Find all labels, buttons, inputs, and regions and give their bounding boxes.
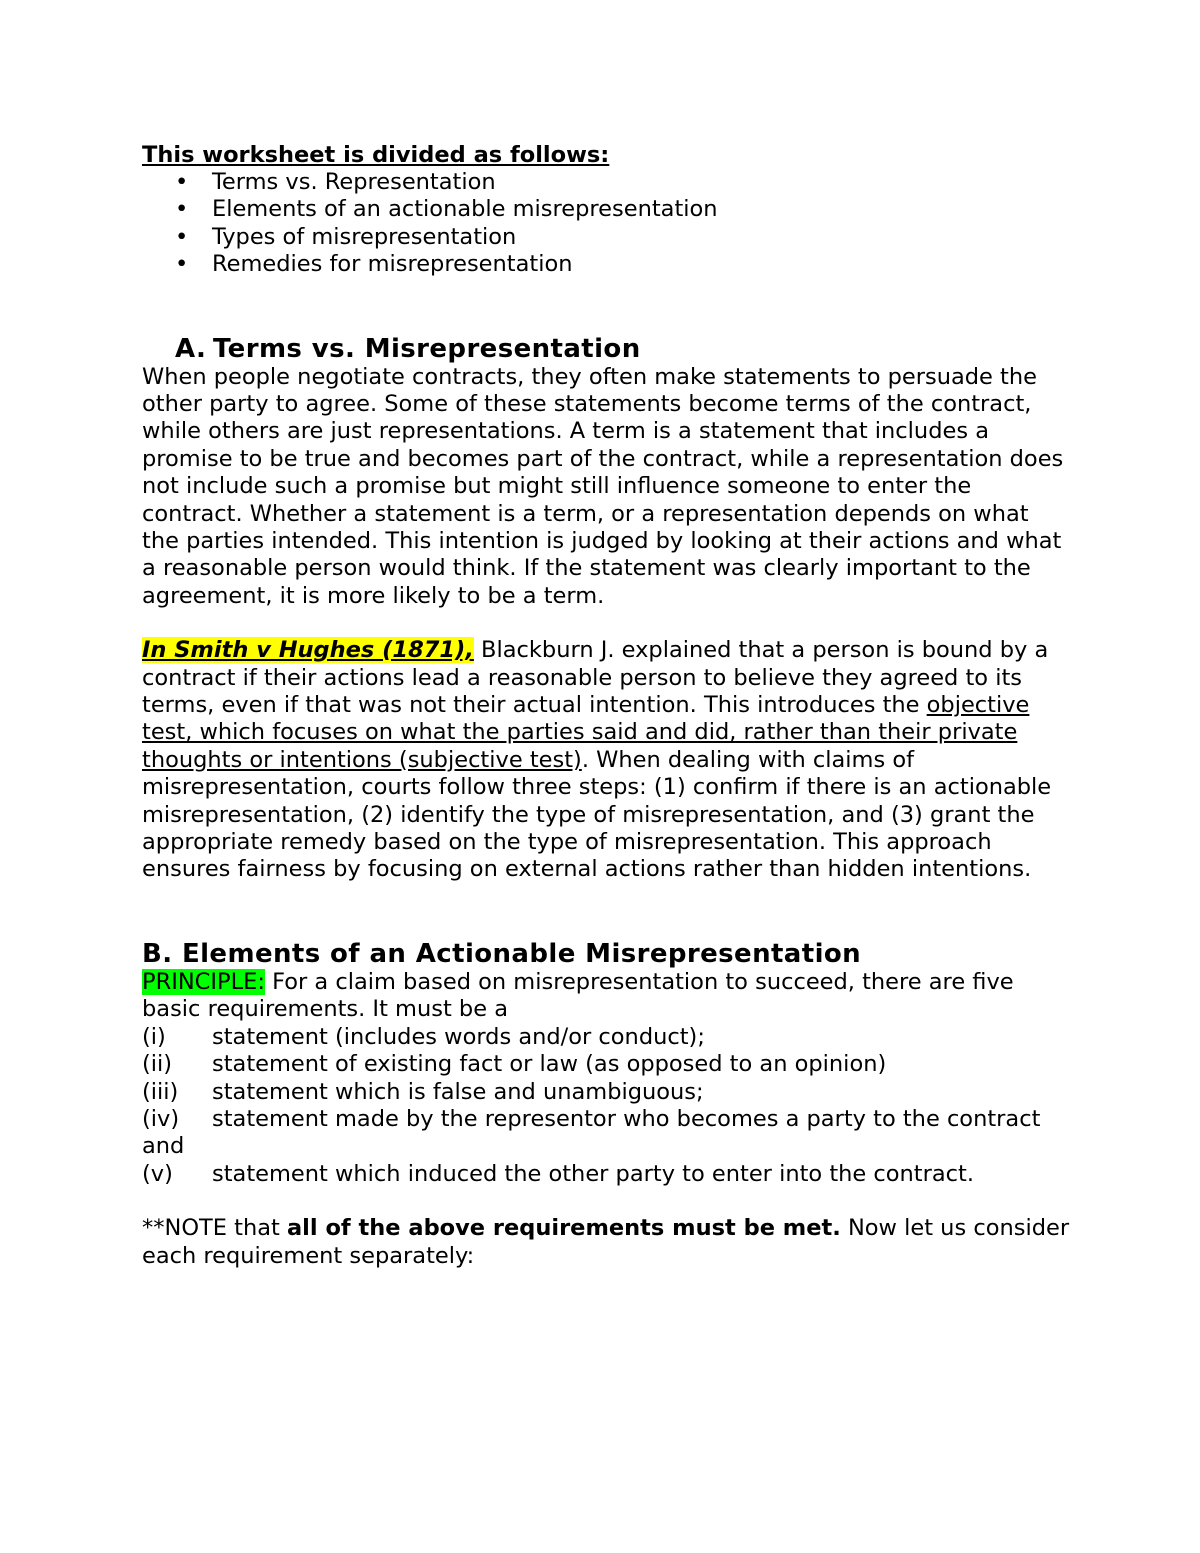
principle-paragraph: PRINCIPLE: For a claim based on misrepresentation to succeed, there are five basic requirements. It must be a <box>142 968 1014 1023</box>
bullet-icon: • <box>175 169 189 195</box>
principle-label: PRINCIPLE: <box>142 968 265 995</box>
section-a-title: Terms vs. Misrepresentation <box>213 333 641 364</box>
outline-item: • Types of misrepresentation <box>175 223 517 250</box>
section-a-paragraph-1: When people negotiate contracts, they often make statements to persuade the other party to agree. Some of these statements become terms of the contract, while others are just representations. A term is a statement that includes a promise to be true and becomes part of the contract, while a representation does not include such a promise but might still influence someone to enter the contract. Whether a statement is a term, or a representation depends on what the parties intended. This intention is judged by looking at their actions and what a reasonable person would think. If the statement was clearly important to the agreement, it is more likely to be a term. <box>142 363 1064 609</box>
section-b-heading: B. Elements of an Actionable Misrepresentation <box>142 938 862 969</box>
note-paragraph: **NOTE that all of the above requirements must be met. Now let us consider each requirement separately: <box>142 1215 1070 1269</box>
bullet-icon: • <box>175 251 189 278</box>
section-a-paragraph-2: In Smith v Hughes (1871), Blackburn J. explained that a person is bound by a contract if their actions lead a reasonable person to believe they agreed to its terms, even if that was not their actual intention. This introduces the objective test, which focuses on what the parties said and did, rather than their private thoughts or intentions (subjective test). When dealing with claims of misrepresentation, courts follow three steps: (1) confirm if there is an actionable misrepresentation, (2) identify the type of misrepresentation, and (3) grant the appropriate remedy based on the type of misrepresentation. This approach ensures fairness by focusing on external actions rather than hidden intentions. <box>142 637 1052 883</box>
outline-item: • Terms vs. Representation <box>175 169 496 195</box>
note-emphasis: all of the above requirements must be met. <box>287 1215 841 1242</box>
requirement-item: (iii) statement which is false and unambiguous; <box>142 1078 704 1105</box>
worksheet-outline-title: This worksheet is divided as follows: <box>142 142 610 168</box>
requirement-item: (iv) statement made by the representor who becomes a party to the contract and <box>142 1105 1041 1160</box>
outline-item: • Elements of an actionable misrepresentation <box>175 196 718 223</box>
bullet-icon: • <box>175 223 189 250</box>
case-citation: In Smith v Hughes (1871), <box>142 637 474 664</box>
requirements-list <box>142 1024 1072 1188</box>
section-a-letter: A. <box>175 333 207 364</box>
worksheet-outline-list <box>142 169 1072 279</box>
objective-test-definition: objective test, which focuses on what the parties said and did, rather than their private thoughts or intentions (subjective test) <box>142 692 1030 773</box>
section-a-heading <box>142 334 1072 364</box>
requirement-item: (ii) statement of existing fact or law (as opposed to an opinion) <box>142 1051 887 1078</box>
bullet-icon: • <box>175 196 189 223</box>
outline-item: • Remedies for misrepresentation <box>175 251 573 278</box>
requirement-item: (i) statement (includes words and/or conduct); <box>142 1023 705 1050</box>
document-page <box>142 138 1072 1270</box>
requirement-item: (v) statement which induced the other party to enter into the contract. <box>142 1160 975 1187</box>
